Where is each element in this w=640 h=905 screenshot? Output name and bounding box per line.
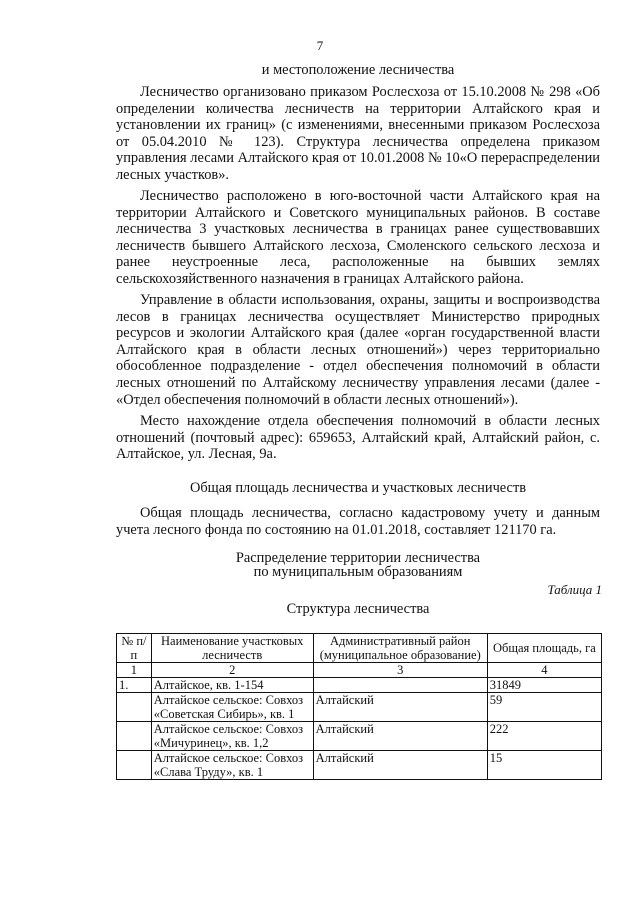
- cell-district: Алтайский: [313, 693, 487, 722]
- table-title: Структура лесничества: [286, 601, 430, 617]
- table-row: [117, 751, 602, 780]
- distribution-heading-line2: по муниципальным образованиям: [253, 564, 463, 580]
- column-number: 4: [487, 663, 601, 678]
- paragraph-text: Лесничество расположено в юго-восточной части Алтайского края на территории Алтайского и Советского муниципальных районов. В составе лесничества 3 участковых лесничества в границах ранее существовавших лесничеств бывшего Алтайского лесхоза, Смоленского сельского лесхоза и ранее неустроенные леса, расположенные на бывших землях сельскохозяйственного назначения в границах Алтайского района.: [116, 188, 600, 287]
- forestry-structure-table: [116, 633, 602, 780]
- table-column-number-row: [117, 663, 602, 678]
- column-number: 1: [117, 663, 152, 678]
- table-row: [117, 693, 602, 722]
- cell-area: 59: [487, 693, 601, 722]
- distribution-heading: [116, 551, 600, 579]
- cell-district: [313, 678, 487, 693]
- cell-area: 31849: [487, 678, 601, 693]
- paragraph-management: [116, 292, 600, 408]
- table-row: [117, 722, 602, 751]
- paragraph-address: [116, 413, 600, 463]
- table-label: Таблица 1: [547, 582, 602, 597]
- header-cell-area: Общая площадь, га: [487, 634, 601, 663]
- cell-number: [117, 751, 152, 780]
- header-cell-number: № п/п: [117, 634, 152, 663]
- paragraph-text: Место нахождение отдела обеспечения полномочий в области лесных отношений (почтовый адрес): 659653, Алтайский край, Алтайский район, с. Алтайское, ул. Лесная, 9а.: [116, 413, 600, 463]
- column-number: 2: [151, 663, 313, 678]
- cell-number: [117, 693, 152, 722]
- distribution-heading-line1: Распределение территории лесничества: [235, 550, 481, 566]
- cell-area: 222: [487, 722, 601, 751]
- cell-name: Алтайское, кв. 1-154: [151, 678, 313, 693]
- table-header-row: [117, 634, 602, 663]
- cell-district: Алтайский: [313, 751, 487, 780]
- area-heading: Общая площадь лесничества и участковых лесничеств: [189, 480, 527, 496]
- cell-area: 15: [487, 751, 601, 780]
- header-cell-district: Административный район (муниципальное образование): [313, 634, 487, 663]
- cell-name: Алтайское сельское: Совхоз «Советская Сибирь», кв. 1: [151, 693, 313, 722]
- paragraph-text: Управление в области использования, охраны, защиты и воспроизводства лесов в границах лесничества осуществляет Министерство природных ресурсов и экологии Алтайского края (далее «орган государственной власти Алтайского края в области лесных отношений») через территориально обособленное подразделение - отдел обеспечения полномочий в области лесных отношений по Алтайскому лесничеству управления лесами (далее - «Отдел обеспечения полномочий в области лесных отношений»).: [116, 292, 600, 408]
- paragraph-area: [116, 505, 600, 538]
- cell-district: Алтайский: [313, 722, 487, 751]
- cell-name: Алтайское сельское: Совхоз «Мичуринец», кв. 1,2: [151, 722, 313, 751]
- cell-number: [117, 722, 152, 751]
- column-number: 3: [313, 663, 487, 678]
- section-heading: и местоположение лесничества: [261, 62, 455, 78]
- header-cell-name: Наименование участковых лесничеств: [151, 634, 313, 663]
- cell-number: 1.: [117, 678, 152, 693]
- page-number: 7: [316, 38, 324, 53]
- paragraph-location: [116, 188, 600, 288]
- paragraph-text: Общая площадь лесничества, согласно кадастровому учету и данным учета лесного фонда по состоянию на 01.01.2018, составляет 121170 га.: [116, 505, 600, 538]
- cell-name: Алтайское сельское: Совхоз «Слава Труду», кв. 1: [151, 751, 313, 780]
- table-row: [117, 678, 602, 693]
- paragraph-organization: [116, 84, 600, 184]
- paragraph-text: Лесничество организовано приказом Рослесхоза от 15.10.2008 № 298 «Об определении количества лесничеств на территории Алтайского края и установлении их границ» (с изменениями, внесенными приказом Рослесхоза от 05.04.2010 № 123). Структура лесничества определена приказом управления лесами Алтайского края от 10.01.2008 № 10«О перераспределении лесных участков».: [116, 84, 600, 183]
